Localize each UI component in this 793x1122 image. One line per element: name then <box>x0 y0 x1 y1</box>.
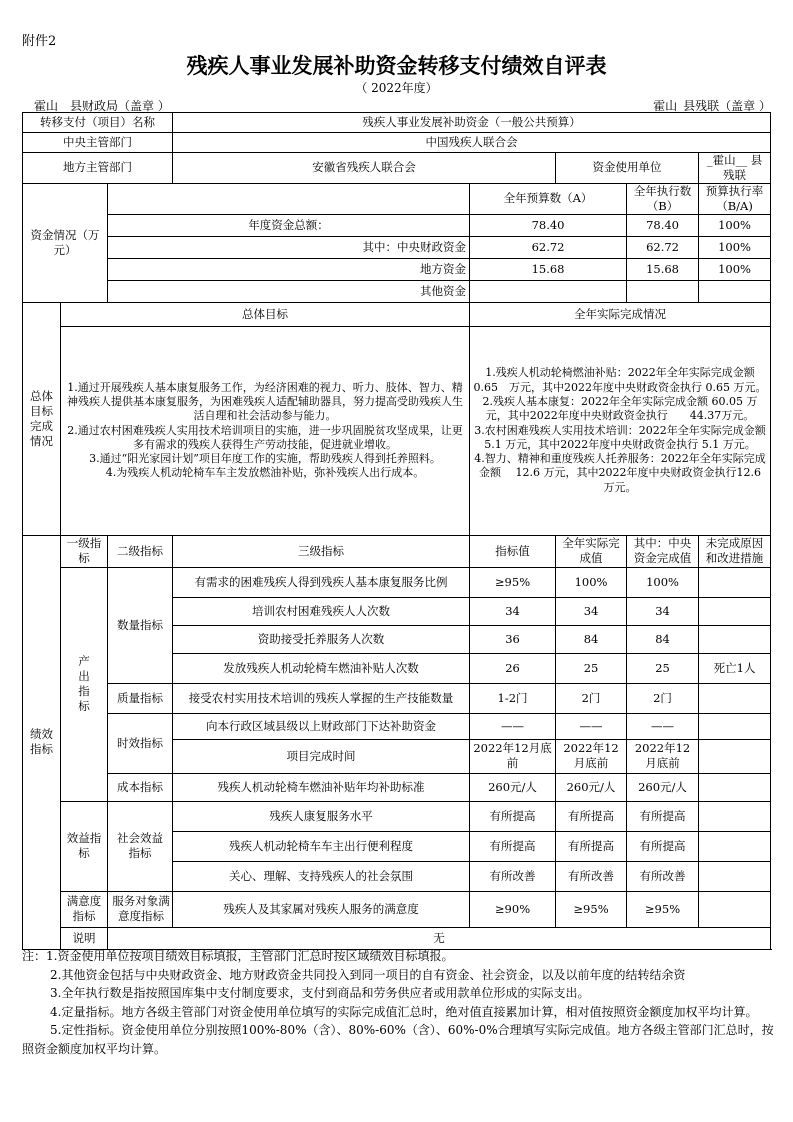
overall-goal-text <box>61 326 470 535</box>
funds-executed <box>627 280 699 302</box>
indicator-central: 2022年12月底前 <box>627 739 699 773</box>
indicator-row <box>23 683 771 713</box>
indicator-central: ≥95% <box>627 891 699 927</box>
funds-row <box>23 236 771 258</box>
indicator-name: 项目完成时间 <box>173 739 470 773</box>
indicator-name: 向本行政区域县级以上财政部门下达补助资金 <box>173 713 470 739</box>
goal-paragraph: 3.通过“阳光家园计划”项目年度工作的实施，帮助残疾人得到托养照料。 <box>89 452 441 466</box>
funds-row-label: 年度资金总额： <box>108 214 470 236</box>
funds-row-label: 地方资金 <box>108 258 470 280</box>
target-header: 指标值 <box>470 535 556 567</box>
goal-paragraph: 4.为残疾人机动轮椅车车主发放燃油补贴，弥补残疾人出行成本。 <box>105 466 425 480</box>
indicator-target: —— <box>470 713 556 739</box>
local-dept-value: 安徽省残疾人联合会 <box>173 153 556 184</box>
attachment-label: 附件2 <box>22 34 57 49</box>
funds-row <box>23 258 771 280</box>
indicator-target: 36 <box>470 625 556 653</box>
finance-bureau-seal: __霍山__县财政局（盖章 ） <box>22 99 170 113</box>
indicator-row <box>23 801 771 831</box>
indicator-name: 发放残疾人机动轮椅车燃油补贴人次数 <box>173 653 470 683</box>
goals-section-label: 总体目标完成情况 <box>23 302 61 535</box>
indicator-name: 资助接受托养服务人次数 <box>173 625 470 653</box>
footnote: 注：1.资金使用单位按项目绩效目标填报，主管部门汇总时按区域绩效目标填报。 <box>22 949 454 963</box>
project-value: 残疾人事业发展补助资金（一般公共预算） <box>173 113 771 133</box>
indicator-header-row <box>23 535 771 567</box>
overall-goal-header: 总体目标 <box>61 302 470 326</box>
indicator-name: 关心、理解、支持残疾人的社会氛围 <box>173 861 470 891</box>
disabled-federation-seal: __霍山_县残联（盖章 ） <box>641 99 771 113</box>
funds-budget: 78.40 <box>470 214 627 236</box>
local-dept-label: 地方主管部门 <box>23 153 173 184</box>
actual-completion-text <box>470 326 771 535</box>
indicator-central: 25 <box>627 653 699 683</box>
local-dept-row <box>23 153 771 184</box>
indicator-reason: 死亡1人 <box>699 653 771 683</box>
indicator-central: 有所改善 <box>627 861 699 891</box>
report-year: （ 2022年度） <box>355 81 438 95</box>
executed-header: 全年执行数（B） <box>627 183 699 214</box>
central-dept-row <box>23 133 771 153</box>
indicator-target: 26 <box>470 653 556 683</box>
service-satisfaction-label: 服务对象满意度指标 <box>108 891 173 927</box>
funds-rate: 100% <box>699 236 771 258</box>
remark-row <box>23 927 771 949</box>
indicator-actual: 有所提高 <box>556 831 627 861</box>
indicator-actual: 25 <box>556 653 627 683</box>
fund-unit-value: _霍山__ 县残联 <box>699 153 771 184</box>
indicator-target: ≥95% <box>470 567 556 597</box>
indicator-reason <box>699 597 771 625</box>
funds-section-label: 资金情况（万元） <box>23 183 108 302</box>
indicator-section-label: 绩效指标 <box>23 535 61 949</box>
effect-label: 效益指标 <box>61 801 108 891</box>
central-dept-label: 中央主管部门 <box>23 133 173 153</box>
indicator-row <box>23 773 771 801</box>
indicator-name: 有需求的困难残疾人得到残疾人基本康复服务比例 <box>173 567 470 597</box>
level1-header: 一级指标 <box>61 535 108 567</box>
funds-budget: 62.72 <box>470 236 627 258</box>
indicator-name: 残疾人及其家属对残疾人服务的满意度 <box>173 891 470 927</box>
funds-row-label: 其他资金 <box>108 280 470 302</box>
indicator-reason <box>699 625 771 653</box>
satisfaction-label: 满意度指标 <box>61 891 108 927</box>
funds-rate: 100% <box>699 258 771 280</box>
goal-paragraph: 1.通过开展残疾人基本康复服务工作，为经济困难的视力、听力、肢体、智力、精神残疾人提供基本康复服务，为困难残疾人适配辅助器具，努力提高受助残疾人生活自理和社会活动参与能力。 <box>67 380 464 423</box>
central-dept-value: 中国残疾人联合会 <box>173 133 771 153</box>
completion-paragraph: 1.残疾人机动轮椅燃油补贴：2022年全年实际完成金额 0.65 万元，其中2022年度中央财政资金执行 0.65 万元。 <box>473 366 770 394</box>
page-title: 残疾人事业发展补助资金转移支付绩效自评表 <box>186 53 607 78</box>
completion-paragraph: 3.农村困难残疾人实用技术培训：2022年全年实际完成金额 5.1 万元，其中2022年度中央财政资金执行 5.1 万元。 <box>474 423 766 451</box>
quality-label: 质量指标 <box>108 683 173 713</box>
funds-row <box>23 214 771 236</box>
indicator-reason <box>699 801 771 831</box>
indicator-actual: 有所提高 <box>556 801 627 831</box>
footnote: 2.其他资金包括与中央财政资金、地方财政资金共同投入到同一项目的自有资金、社会资金，以及以前年度的结转结余资 <box>50 967 686 982</box>
social-effect-label: 社会效益指标 <box>108 801 173 891</box>
funds-executed: 62.72 <box>627 236 699 258</box>
indicator-central: 260元/人 <box>627 773 699 801</box>
indicator-row <box>23 891 771 927</box>
goals-content-row <box>23 326 771 535</box>
level2-header: 二级指标 <box>108 535 173 567</box>
indicator-target: ≥90% <box>470 891 556 927</box>
budget-header: 全年预算数（A） <box>470 183 627 214</box>
indicator-actual: 有所改善 <box>556 861 627 891</box>
project-label: 转移支付（项目）名称 <box>23 113 173 133</box>
timeliness-label: 时效指标 <box>108 713 173 773</box>
indicator-central: 有所提高 <box>627 831 699 861</box>
funds-rate: 100% <box>699 214 771 236</box>
goals-header-row <box>23 302 771 326</box>
funds-rate <box>699 280 771 302</box>
reason-header: 未完成原因和改进措施 <box>699 535 771 567</box>
indicator-reason <box>699 739 771 773</box>
level3-header: 三级指标 <box>173 535 470 567</box>
indicator-target: 2022年12月底前 <box>470 739 556 773</box>
actual-header: 全年实际完成值 <box>556 535 627 567</box>
indicator-target: 有所提高 <box>470 801 556 831</box>
cost-label: 成本指标 <box>108 773 173 801</box>
actual-completion-header: 全年实际完成情况 <box>470 302 771 326</box>
remark-label: 说明 <box>61 927 108 949</box>
indicator-reason <box>699 773 771 801</box>
indicator-central: —— <box>627 713 699 739</box>
remark-value: 无 <box>108 927 771 949</box>
quantity-label: 数量指标 <box>108 567 173 683</box>
indicator-actual: 100% <box>556 567 627 597</box>
indicator-name: 残疾人机动轮椅车车主出行便利程度 <box>173 831 470 861</box>
indicator-reason <box>699 891 771 927</box>
rate-header: 预算执行率（B/A) <box>699 183 771 214</box>
indicator-row <box>23 567 771 597</box>
goal-paragraph: 2.通过农村困难残疾人实用技术培训项目的实施，进一步巩固脱贫攻坚成果，让更多有需求的残疾人获得生产劳动技能，促进就业增收。 <box>67 423 463 451</box>
indicator-actual: 2门 <box>556 683 627 713</box>
funds-budget: 15.68 <box>470 258 627 280</box>
fund-unit-label: 资金使用单位 <box>556 153 699 184</box>
output-label: 产出指标 <box>61 567 108 801</box>
indicator-reason <box>699 861 771 891</box>
funds-budget <box>470 280 627 302</box>
footnote: 5.定性指标。资金使用单位分别按照100%-80%（含）、80%-60%（含）、60%-0%合理填写实际完成值。地方各级主管部门汇总时，按照资金额度加权平均计算。 <box>22 1023 774 1056</box>
indicator-central: 84 <box>627 625 699 653</box>
footnotes <box>22 947 774 1059</box>
indicator-reason <box>699 683 771 713</box>
indicator-name: 培训农村困难残疾人人次数 <box>173 597 470 625</box>
indicator-actual: 84 <box>556 625 627 653</box>
indicator-target: 有所提高 <box>470 831 556 861</box>
indicator-actual: ≥95% <box>556 891 627 927</box>
self-evaluation-table <box>22 112 771 950</box>
funds-row <box>23 280 771 302</box>
funds-executed: 15.68 <box>627 258 699 280</box>
indicator-actual: 260元/人 <box>556 773 627 801</box>
project-row <box>23 113 771 133</box>
funds-header-blank <box>108 183 470 214</box>
indicator-target: 有所改善 <box>470 861 556 891</box>
indicator-target: 260元/人 <box>470 773 556 801</box>
footnote: 4.定量指标。地方各级主管部门对资金使用单位填写的实际完成值汇总时，绝对值直接累加计算，相对值按照资金额度加权平均计算。 <box>50 1004 758 1019</box>
indicator-name: 接受农村实用技术培训的残疾人掌握的生产技能数量 <box>173 683 470 713</box>
indicator-actual: 34 <box>556 597 627 625</box>
completion-paragraph: 2.残疾人基本康复：2022年全年实际完成金额 60.05 万元，其中2022年度中央财政资金执行 44.37万元。 <box>482 395 758 423</box>
indicator-target: 1-2门 <box>470 683 556 713</box>
funds-header-row <box>23 183 771 214</box>
indicator-target: 34 <box>470 597 556 625</box>
indicator-row <box>23 713 771 739</box>
indicator-actual: —— <box>556 713 627 739</box>
funds-executed: 78.40 <box>627 214 699 236</box>
indicator-central: 100% <box>627 567 699 597</box>
footnote: 3.全年执行数是指按照国库集中支付制度要求，支付到商品和劳务供应者或用款单位形成的实际支出。 <box>50 986 590 1001</box>
indicator-reason <box>699 713 771 739</box>
indicator-reason <box>699 831 771 861</box>
indicator-central: 34 <box>627 597 699 625</box>
indicator-central: 有所提高 <box>627 801 699 831</box>
indicator-name: 残疾人机动轮椅车燃油补贴年均补助标准 <box>173 773 470 801</box>
indicator-name: 残疾人康复服务水平 <box>173 801 470 831</box>
funds-row-label: 其中：中央财政资金 <box>108 236 470 258</box>
central-header: 其中：中央资金完成值 <box>627 535 699 567</box>
indicator-reason <box>699 567 771 597</box>
indicator-actual: 2022年12月底前 <box>556 739 627 773</box>
completion-paragraph: 4.智力、精神和重度残疾人托养服务：2022年全年实际完成金额 12.6 万元，其中2022年度中央财政资金执行12.6 万元。 <box>474 452 766 494</box>
indicator-central: 2门 <box>627 683 699 713</box>
